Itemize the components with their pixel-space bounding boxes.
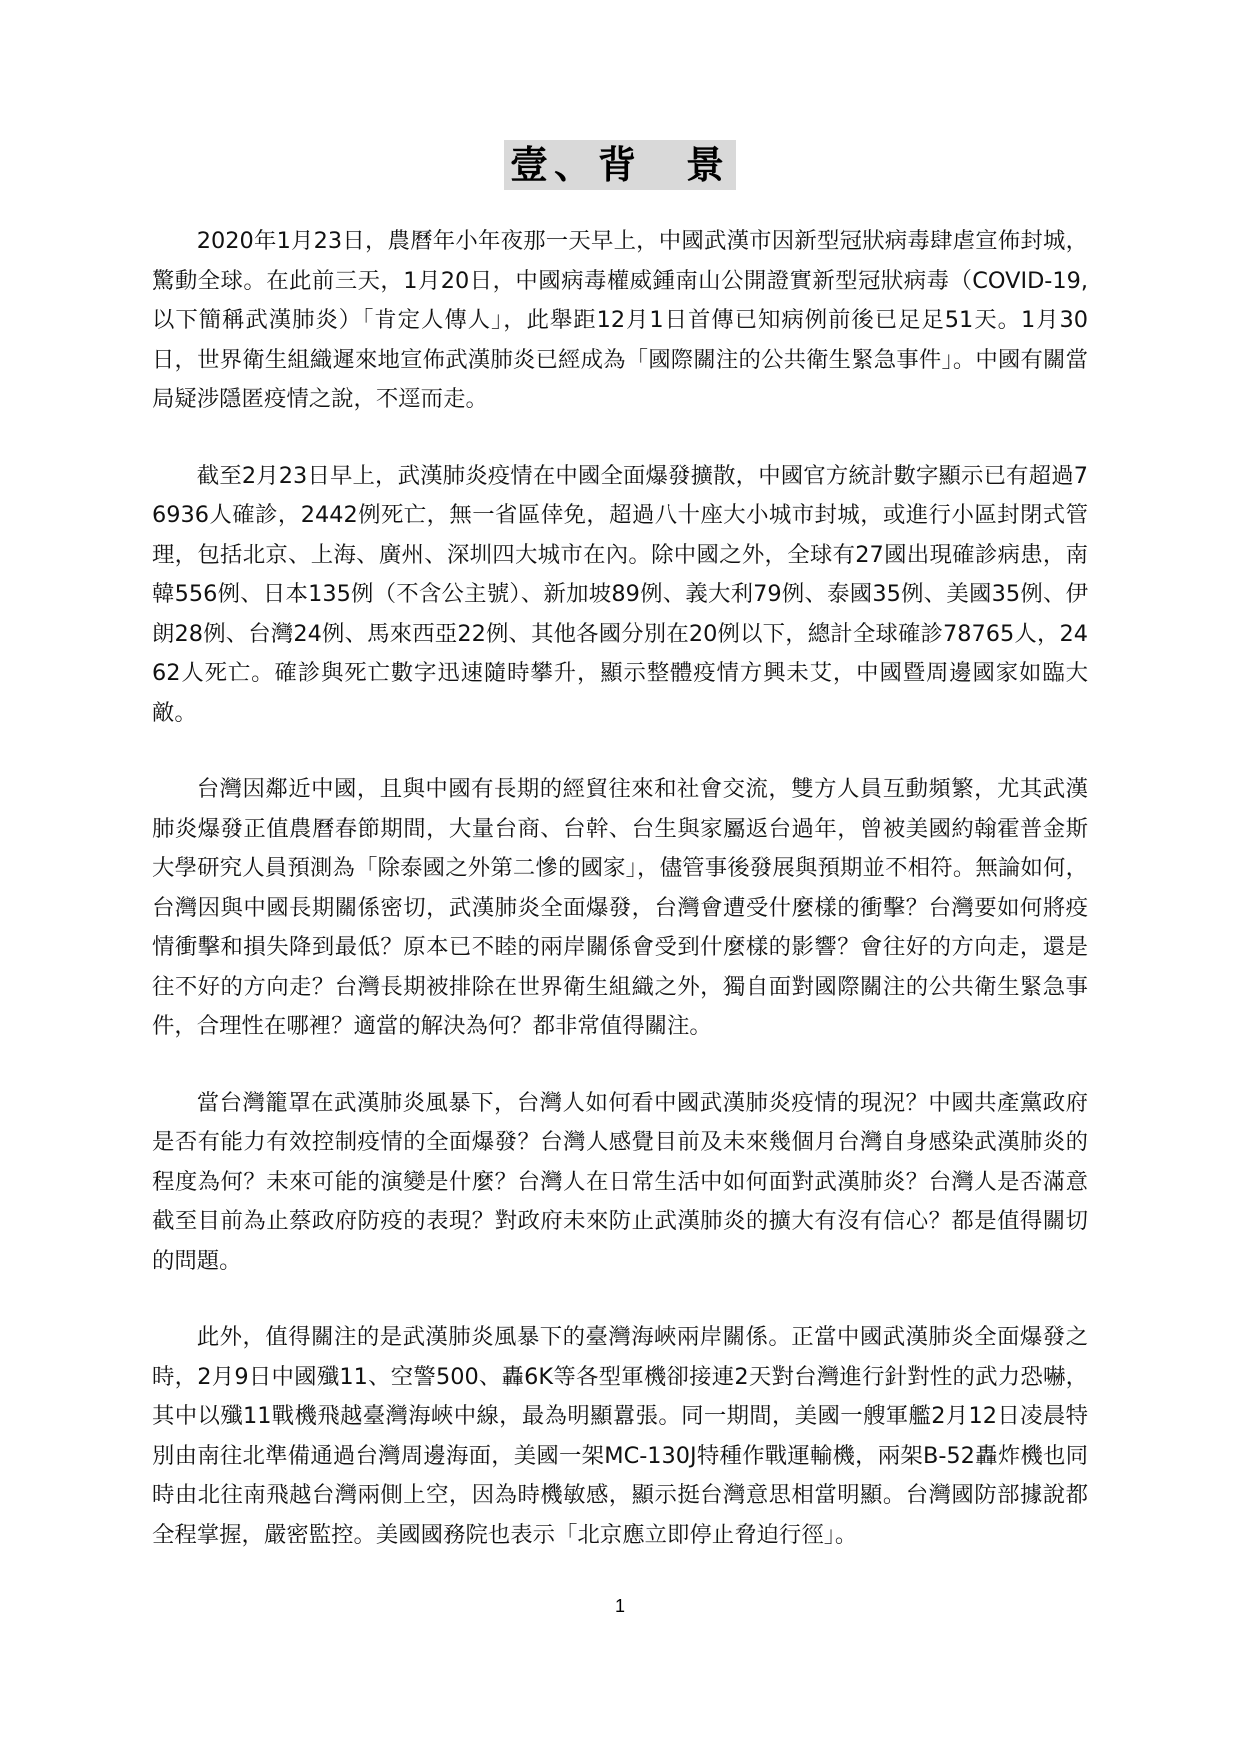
body-text [152,222,1088,1592]
page-number: 1 [614,1596,625,1616]
paragraph-5: 此外，值得關注的是武漢肺炎風暴下的臺灣海峽兩岸關係。正當中國武漢肺炎全面爆發之時，2月9日中國殲11、空警500、轟6K等各型軍機卻接連2天對台灣進行針對性的武力恐嚇，其中以殲11戰機飛越臺灣海峽中線，最為明顯囂張。同一期間，美國一艘軍艦2月12日凌晨特別由南往北準備通過台灣周邊海面，美國一架MC-130J特種作戰運輸機，兩架B-52轟炸機也同時由北往南飛越台灣兩側上空，因為時機敏感，顯示挺台灣意思相當明顯。台灣國防部據說都全程掌握，嚴密監控。美國國務院也表示「北京應立即停止脅迫行徑」。 [152,1324,1088,1548]
heading-container [0,140,1240,190]
paragraph-3: 台灣因鄰近中國，且與中國有長期的經貿往來和社會交流，雙方人員互動頻繁，尤其武漢肺炎爆發正值農曆春節期間，大量台商、台幹、台生與家屬返台過年，曾被美國約翰霍普金斯大學研究人員預測為「除泰國之外第二慘的國家」，儘管事後發展與預期並不相符。無論如何，台灣因與中國長期關係密切，武漢肺炎全面爆發，台灣會遭受什麼樣的衝擊？台灣要如何將疫情衝擊和損失降到最低？原本已不睦的兩岸關係會受到什麼樣的影響？會往好的方向走，還是往不好的方向走？台灣長期被排除在世界衛生組織之外，獨自面對國際關注的公共衛生緊急事件，合理性在哪裡？適當的解決為何？都非常值得關注。 [152,776,1088,1039]
paragraph-2: 截至2月23日早上，武漢肺炎疫情在中國全面爆發擴散，中國官方統計數字顯示已有超過76936人確診，2442例死亡，無一省區倖免，超過八十座大小城市封城，或進行小區封閉式管理，包括北京、上海、廣州、深圳四大城市在內。除中國之外，全球有27國出現確診病患，南韓556例、日本135例（不含公主號）、新加坡89例、義大利79例、泰國35例、美國35例、伊朗28例、台灣24例、馬來西亞22例、其他各國分別在20例以下，總計全球確診78765人，2462人死亡。確診與死亡數字迅速隨時攀升，顯示整體疫情方興未艾，中國暨周邊國家如臨大敵。 [152,462,1088,726]
paragraph-1: 2020年1月23日，農曆年小年夜那一天早上，中國武漢市因新型冠狀病毒肆虐宣佈封城，驚動全球。在此前三天，1月20日，中國病毒權威鍾南山公開證實新型冠狀病毒（COVID-19, 以下簡稱武漢肺炎）「肯定人傳人」，此舉距12月1日首傳已知病例前後已足足51天。1月30日，世界衛生組織遲來地宣佈武漢肺炎已經成為「國際關注的公共衛生緊急事件」。中國有關當局疑涉隱匿疫情之說，不逕而走。 [152,228,1088,412]
section-heading: 壹、背 景 [504,140,736,190]
paragraph-4: 當台灣籠罩在武漢肺炎風暴下，台灣人如何看中國武漢肺炎疫情的現況？中國共產黨政府是否有能力有效控制疫情的全面爆發？台灣人感覺目前及未來幾個月台灣自身感染武漢肺炎的程度為何？未來可能的演變是什麼？台灣人在日常生活中如何面對武漢肺炎？台灣人是否滿意截至目前為止蔡政府防疫的表現？對政府未來防止武漢肺炎的擴大有沒有信心？都是值得關切的問題。 [152,1089,1088,1274]
